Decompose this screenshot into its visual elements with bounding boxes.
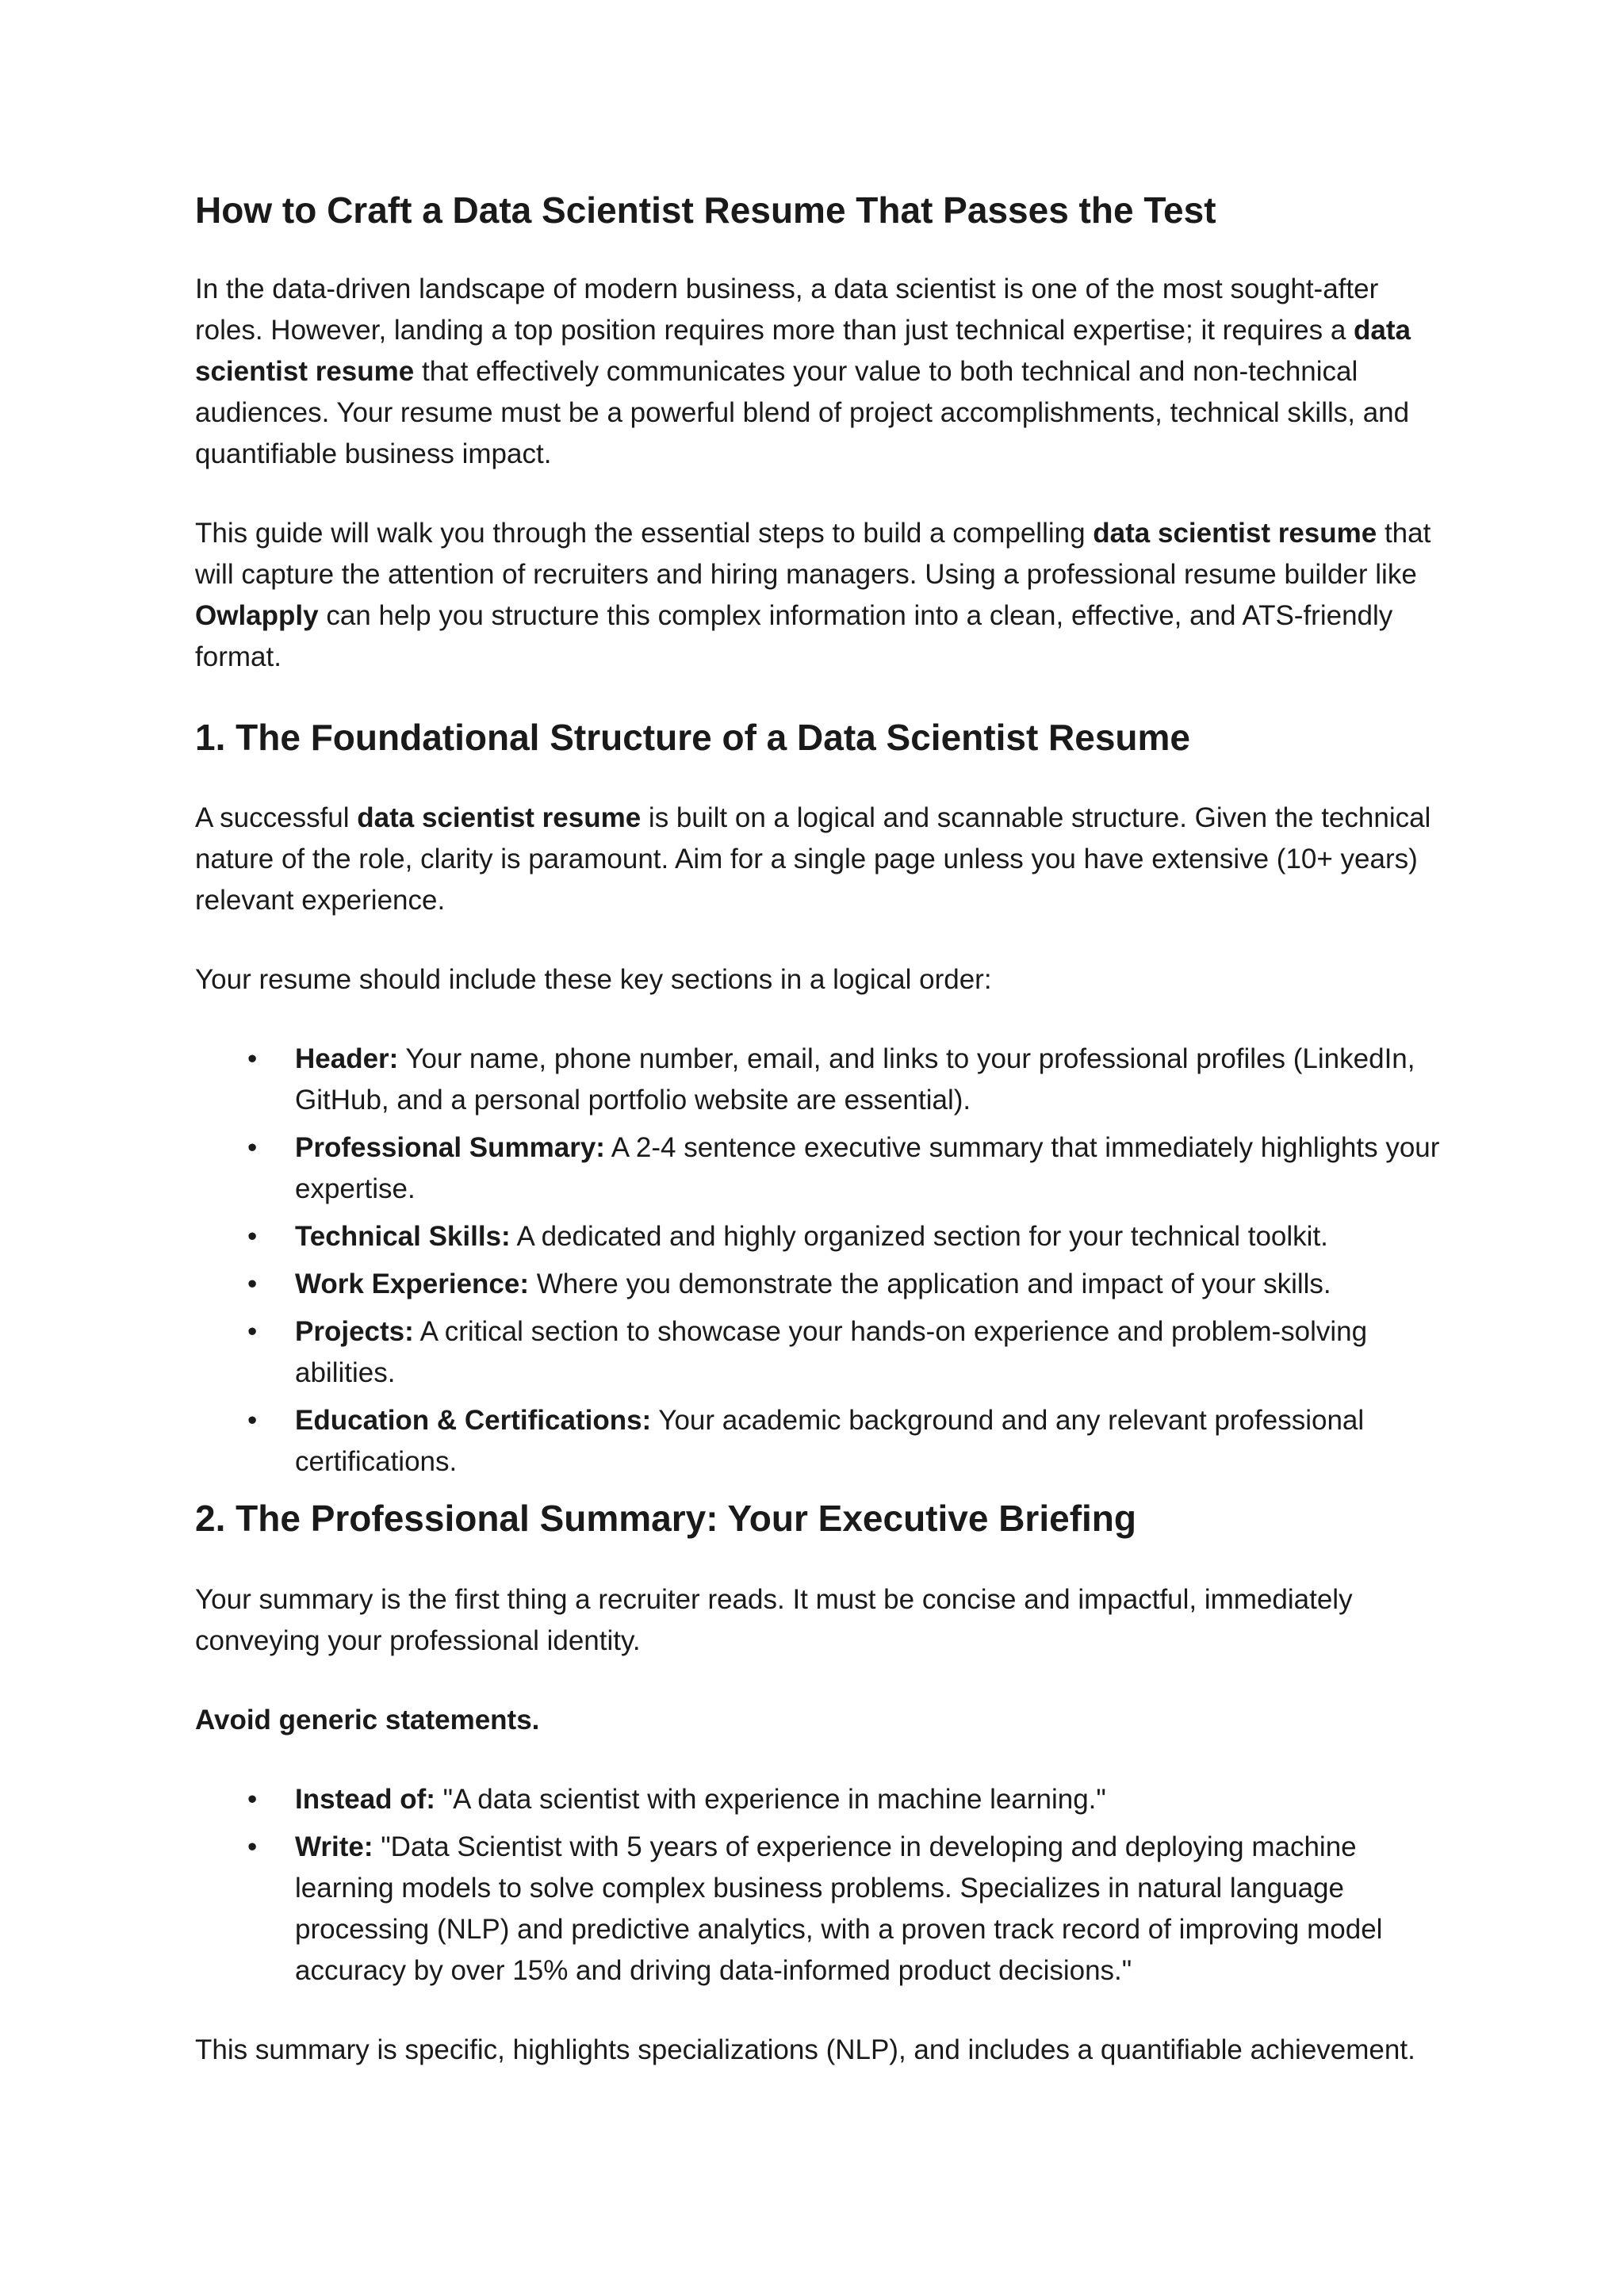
list-item-text: "Data Scientist with 5 years of experience in developing and deploying machine learning models to solve complex business problems. Specializes in natural language processing (NLP) and predictive analytics, with a proven track record of improving model accuracy by over 15% and driving data-informed product decisions." xyxy=(295,1831,1383,1986)
section-2-list xyxy=(195,1779,1448,1992)
bullet-icon: • xyxy=(247,1783,258,1815)
list-item xyxy=(195,1827,1448,1992)
list-item-text: A dedicated and highly organized section for your technical toolkit. xyxy=(510,1221,1328,1253)
list-item-label: Professional Summary: xyxy=(295,1132,605,1164)
list-item xyxy=(195,1127,1448,1210)
intro-p2-bold-1: data scientist resume xyxy=(1093,518,1377,549)
intro-p1-text-a: In the data-driven landscape of modern business, a data scientist is one of the most sought-after roles. However, landing a top position requires more than just technical expertise; it requires a xyxy=(195,274,1379,346)
bullet-icon: • xyxy=(247,1316,258,1348)
list-item-text: Where you demonstrate the application and impact of your skills. xyxy=(529,1269,1331,1300)
list-item xyxy=(195,1779,1448,1820)
list-item xyxy=(195,1400,1448,1483)
list-item-label: Work Experience: xyxy=(295,1269,530,1300)
s1-p1-text-b: is built on a logical and scannable structure. Given the technical nature of the role, clarity is paramount. Aim for a single page unless you have extensive (10+ years) relevant experience. xyxy=(195,802,1431,916)
list-item-text: Your academic background and any relevant professional certifications. xyxy=(295,1405,1365,1478)
intro-p2-text-c: can help you structure this complex information into a clean, effective, and ATS-friendly format. xyxy=(195,600,1393,673)
list-item-label: Header: xyxy=(295,1043,399,1075)
list-item xyxy=(195,1039,1448,1121)
section-2-subheading: Avoid generic statements. xyxy=(195,1704,540,1735)
bullet-icon: • xyxy=(247,1043,258,1075)
bullet-icon: • xyxy=(247,1269,258,1300)
intro-p2-bold-2: Owlapply xyxy=(195,600,319,632)
section-1-list xyxy=(195,1039,1448,1483)
list-item-label: Instead of: xyxy=(295,1783,435,1815)
section-2-paragraph-1: Your summary is the first thing a recruiter reads. It must be concise and impactful, immediately conveying your professional identity. xyxy=(195,1583,1353,1656)
intro-p2-text-b: that will capture the attention of recruiters and hiring managers. Using a professional resume builder like xyxy=(195,518,1431,591)
list-item-label: Technical Skills: xyxy=(295,1221,511,1253)
list-item-text: "A data scientist with experience in machine learning." xyxy=(435,1783,1106,1815)
list-item-label: Write: xyxy=(295,1831,373,1862)
section-1-paragraph-1 xyxy=(195,798,1448,921)
intro-p2-text-a: This guide will walk you through the essential steps to build a compelling xyxy=(195,518,1094,549)
list-item-label: Projects: xyxy=(295,1316,414,1348)
s1-p1-text-a: A successful xyxy=(195,802,358,834)
bullet-icon: • xyxy=(247,1405,258,1437)
list-item-text: A 2-4 sentence executive summary that immediately highlights your expertise. xyxy=(295,1132,1440,1205)
s1-p1-bold: data scientist resume xyxy=(357,802,642,834)
intro-paragraph-2 xyxy=(195,513,1448,678)
list-item xyxy=(195,1264,1448,1305)
section-2-heading: 2. The Professional Summary: Your Executive Briefing xyxy=(195,1498,1136,1540)
list-item-text: A critical section to showcase your hands-on experience and problem-solving abilities. xyxy=(295,1316,1368,1389)
list-item-label: Education & Certifications: xyxy=(295,1405,652,1437)
bullet-icon: • xyxy=(247,1831,258,1862)
list-item xyxy=(195,1216,1448,1257)
section-1-heading: 1. The Foundational Structure of a Data Scientist Resume xyxy=(195,717,1191,759)
section-2-paragraph-2: This summary is specific, highlights specializations (NLP), and includes a quantifiable achievement. xyxy=(195,2034,1415,2065)
list-item-text: Your name, phone number, email, and links to your professional profiles (LinkedIn, GitHub, and a personal portfolio website are essential). xyxy=(295,1043,1415,1116)
intro-p1-bold: data scientist resume xyxy=(195,315,1411,388)
bullet-icon: • xyxy=(247,1221,258,1253)
bullet-icon: • xyxy=(247,1132,258,1164)
section-1-paragraph-2: Your resume should include these key sections in a logical order: xyxy=(195,964,992,996)
document-content xyxy=(195,189,1448,2109)
document-title: How to Craft a Data Scientist Resume That Passes the Test xyxy=(195,189,1216,231)
intro-p1-text-b: that effectively communicates your value to both technical and non-technical audiences. Your resume must be a powerful blend of project accomplishments, technical skills, and quantifiable business impact. xyxy=(195,356,1410,470)
intro-paragraph-1 xyxy=(195,269,1448,475)
list-item xyxy=(195,1311,1448,1394)
